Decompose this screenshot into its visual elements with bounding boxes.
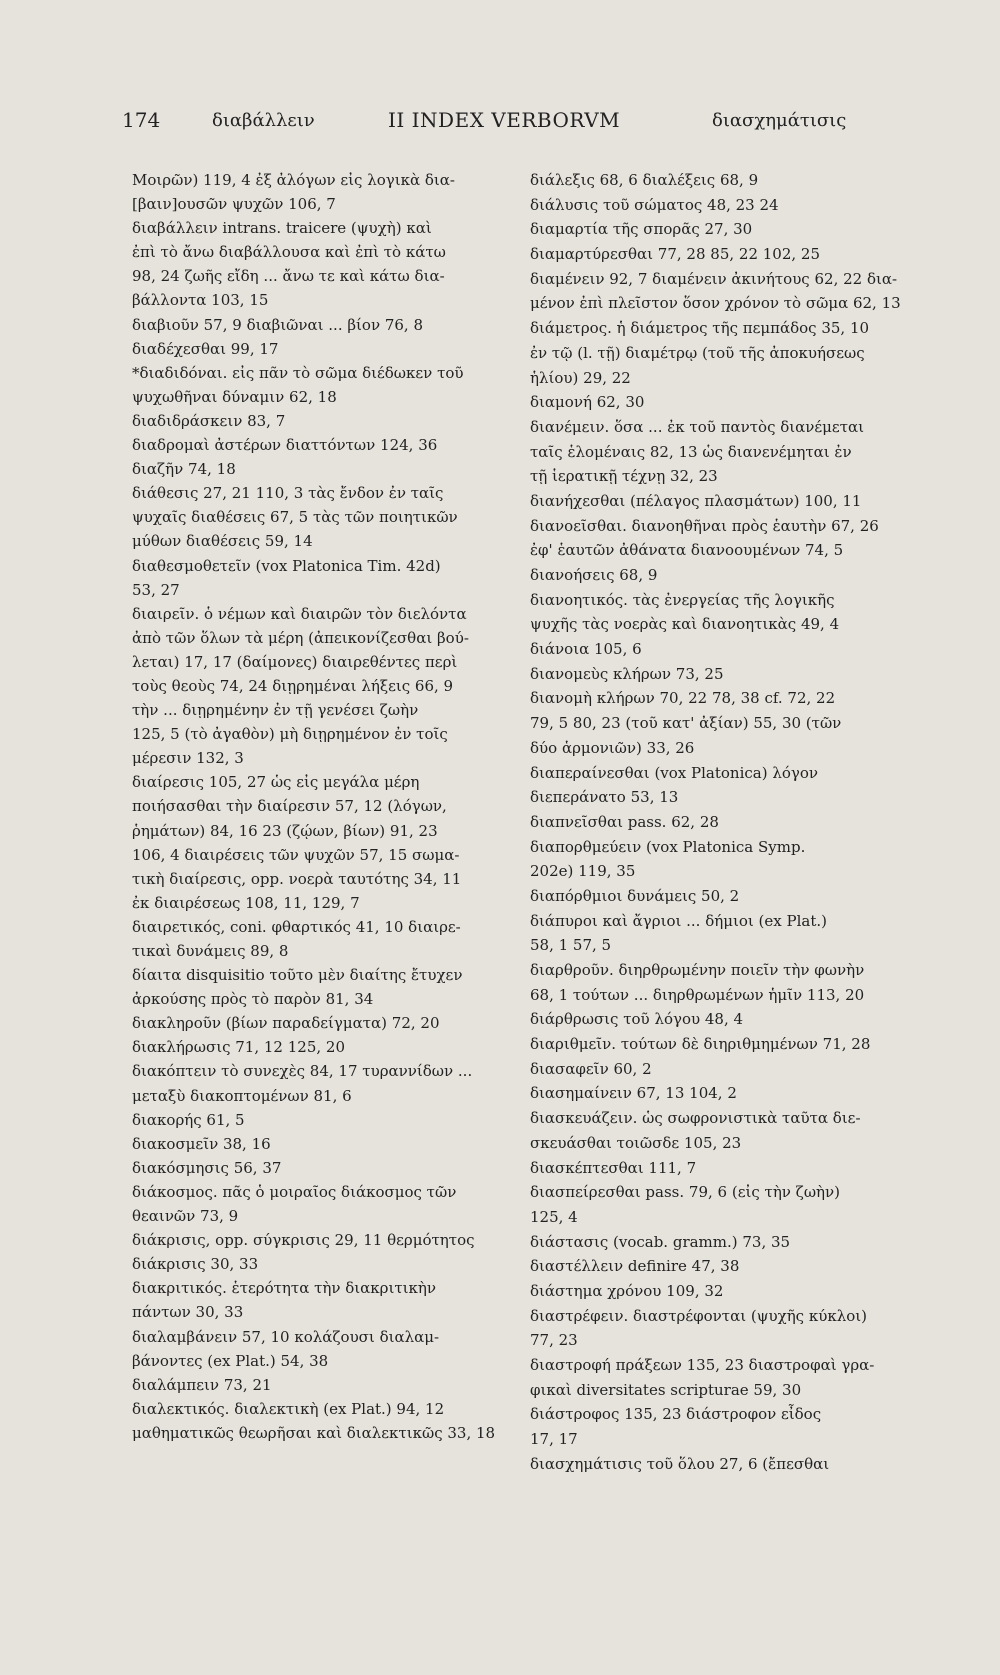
index-line: διαστέλλειν definire 47, 38 (530, 1257, 740, 1276)
index-line: διαβιοῦν 57, 9 διαβιῶναι ... βίον 76, 8 (132, 315, 423, 334)
header-title: II INDEX VERBORVM (388, 108, 621, 132)
index-line: 79, 5 80, 23 (τοῦ κατ' ἀξίαν) 55, 30 (τῶν (530, 714, 842, 733)
index-line: ἐφ' ἑαυτῶν ἀθάνατα διανοουμένων 74, 5 (530, 541, 844, 560)
index-line: Μοιρῶν) 119, 4 ἐξ ἀλόγων εἰς λογικὰ δια- (132, 171, 455, 189)
index-line: ποιήσασθαι τὴν διαίρεσιν 57, 12 (λόγων, (132, 797, 447, 816)
index-line: [βαιν]ουσῶν ψυχῶν 106, 7 (132, 195, 336, 214)
index-line: διαπεραίνεσθαι (vox Platonica) λόγον (530, 763, 818, 782)
index-line: 202e) 119, 35 (530, 862, 636, 881)
index-line: τῇ ἱερατικῇ τέχνῃ 32, 23 (530, 467, 718, 486)
index-line: διασχημάτισις τοῦ ὅλου 27, 6 (ἔπεσθαι (530, 1454, 830, 1473)
index-line: διάλεξις 68, 6 διαλέξεις 68, 9 (530, 171, 759, 189)
index-line: διαστρέφειν. διαστρέφονται (ψυχῆς κύκλοι) (530, 1306, 867, 1325)
index-line: διανήχεσθαι (πέλαγος πλασμάτων) 100, 11 (530, 491, 862, 510)
index-line: διάκρισις, opp. σύγκρισις 29, 11 θερμότητος (132, 1231, 475, 1250)
index-line: διασαφεῖν 60, 2 (530, 1059, 652, 1078)
index-line: διάστημα χρόνου 109, 32 (530, 1281, 724, 1300)
index-line: ψυχῆς τὰς νοερὰς καὶ διανοητικὰς 49, 4 (530, 615, 840, 634)
index-line: διαρθροῦν. διηρθρωμένην ποιεῖν τὴν φωνὴν (530, 961, 865, 979)
index-line: διανομεὺς κλήρων 73, 25 (530, 664, 724, 683)
index-line: διαλεκτικός. διαλεκτικὴ (ex Plat.) 94, 12 (132, 1399, 445, 1418)
index-line: διαλαμβάνειν 57, 10 κολάζουσι διαλαμ- (132, 1327, 440, 1346)
index-line: διεπεράνατο 53, 13 (530, 788, 679, 807)
index-line: διάλυσις τοῦ σώματος 48, 23 24 (530, 195, 779, 214)
index-line: τικὴ διαίρεσις, opp. νοερὰ ταυτότης 34, 11 (132, 869, 462, 888)
index-line: ῥημάτων) 84, 16 23 (ζῴων, βίων) 91, 23 (132, 821, 438, 840)
index-line: ἐπὶ τὸ ἄνω διαβάλλουσα καὶ ἐπὶ τὸ κάτω (132, 243, 446, 262)
index-line: μαθηματικῶς θεωρῆσαι καὶ διαλεκτικῶς 33, 18 (132, 1423, 496, 1442)
index-line: θεαινῶν 73, 9 (132, 1207, 239, 1226)
index-line: διανοεῖσθαι. διανοηθῆναι πρὸς ἑαυτὴν 67, 26 (530, 516, 879, 535)
index-line: βάλλοντα 103, 15 (132, 291, 269, 310)
index-line: διακοσμεῖν 38, 16 (132, 1134, 271, 1153)
index-line: διασκευάζειν. ὡς σωφρονιστικὰ ταῦτα διε- (530, 1109, 861, 1128)
index-line: 125, 5 (τὸ ἀγαθὸν) μὴ διῃρημένον ἐν τοῖς (132, 725, 448, 744)
index-line: διασημαίνειν 67, 13 104, 2 (530, 1084, 737, 1103)
index-line: δίαιτα disquisitio τοῦτο μὲν διαίτης ἔτυχεν (132, 966, 463, 985)
index-line: μεταξὺ διακοπτομένων 81, 6 (132, 1086, 352, 1105)
index-line: διανέμειν. ὅσα ... ἐκ τοῦ παντὸς διανέμεται (530, 417, 864, 436)
index-line: μέρεσιν 132, 3 (132, 749, 244, 768)
index-line: διάκρισις 30, 33 (132, 1255, 259, 1274)
index-line: 98, 24 ζωῆς εἴδη ... ἄνω τε καὶ κάτω δια- (132, 267, 445, 286)
index-line: διανοήσεις 68, 9 (530, 566, 658, 584)
index-line: τικαὶ δυνάμεις 89, 8 (132, 942, 289, 960)
index-line: ψυχωθῆναι δύναμιν 62, 18 (132, 387, 337, 406)
index-line: 53, 27 (132, 580, 180, 599)
index-line: διακορής 61, 5 (132, 1110, 245, 1129)
index-line: διάστροφος 135, 23 διάστροφον εἶδος (530, 1405, 822, 1424)
right-column (530, 168, 945, 1476)
index-line: ἐν τῷ (l. τῇ) διαμέτρῳ (τοῦ τῆς ἀποκυήσεως (530, 343, 865, 362)
index-line: διαλάμπειν 73, 21 (132, 1375, 272, 1394)
index-line: διαπόρθμιοι δυνάμεις 50, 2 (530, 886, 740, 905)
index-line: διαπνεῖσθαι pass. 62, 28 (530, 812, 719, 831)
index-line: ἡλίου) 29, 22 (530, 368, 631, 387)
index-line: ἐκ διαιρέσεως 108, 11, 129, 7 (132, 893, 360, 912)
index-line: *διαδιδόναι. εἰς πᾶν τὸ σῶμα διέδωκεν τοῦ (132, 363, 464, 382)
header-last-headword: διασχημάτισις (712, 110, 847, 131)
index-line: διάνοια 105, 6 (530, 640, 642, 659)
index-line: διακόσμησις 56, 37 (132, 1158, 282, 1177)
left-column (132, 168, 542, 1445)
index-line: διάπυροι καὶ ἄγριοι ... δήμιοι (ex Plat.) (530, 911, 827, 930)
index-line: διαμένειν 92, 7 διαμένειν ἀκινήτους 62, 22 δια- (530, 269, 898, 288)
index-line: διακλήρωσις 71, 12 125, 20 (132, 1038, 345, 1057)
index-line: διαδέχεσθαι 99, 17 (132, 339, 279, 358)
index-line: διασκέπτεσθαι 111, 7 (530, 1158, 697, 1177)
index-line: ἀρκούσης πρὸς τὸ παρὸν 81, 34 (132, 990, 374, 1009)
index-line: διαζῆν 74, 18 (132, 460, 236, 479)
index-line: 68, 1 τούτων ... διηρθρωμένων ἡμῖν 113, 20 (530, 985, 865, 1004)
index-line: 77, 23 (530, 1331, 578, 1350)
running-header (0, 108, 1000, 142)
page-number: 174 (122, 108, 161, 132)
index-line: διάμετρος. ἡ διάμετρος τῆς πεμπάδος 35, 10 (530, 319, 870, 338)
index-line: μένον ἐπὶ πλεῖστον ὅσον χρόνον τὸ σῶμα 62, 13 (530, 294, 901, 313)
index-line: διαθεσμοθετεῖν (vox Platonica Tim. 42d) (132, 556, 441, 575)
index-line: δύο ἁρμονιῶν) 33, 26 (530, 738, 695, 757)
index-line: διάστασις (vocab. gramm.) 73, 35 (530, 1232, 791, 1251)
index-line: ἀπὸ τῶν ὅλων τὰ μέρη (ἀπεικονίζεσθαι βού- (132, 628, 469, 647)
index-line: διαδιδράσκειν 83, 7 (132, 411, 286, 430)
index-line: διαπορθμεύειν (vox Platonica Symp. (530, 837, 806, 856)
index-line: τοὺς θεοὺς 74, 24 διῃρημέναι λήξεις 66, 9 (132, 676, 454, 695)
index-line: διαιρεῖν. ὁ νέμων καὶ διαιρῶν τὸν διελόντα (132, 604, 467, 623)
index-line: διαμονή 62, 30 (530, 393, 645, 412)
index-line: ταῖς ἑλομέναις 82, 13 ὡς διανενέμηται ἐν (530, 442, 852, 461)
index-line: διαιρετικός, coni. φθαρτικός 41, 10 διαιρε- (132, 917, 461, 936)
index-line: διαβάλλειν intrans. traicere (ψυχὴ) καὶ (132, 219, 432, 238)
index-line: διασπείρεσθαι pass. 79, 6 (εἰς τὴν ζωὴν) (530, 1183, 841, 1202)
index-line: διαστροφή πράξεων 135, 23 διαστροφαὶ γρα- (530, 1356, 875, 1374)
index-line: διάκοσμος. πᾶς ὁ μοιραῖος διάκοσμος τῶν (132, 1182, 457, 1201)
index-line: διαμαρτία τῆς σπορᾶς 27, 30 (530, 220, 753, 239)
index-line: ψυχαῖς διαθέσεις 67, 5 τὰς τῶν ποιητικῶν (132, 508, 458, 527)
index-line: βάνοντες (ex Plat.) 54, 38 (132, 1351, 329, 1370)
index-line: 58, 1 57, 5 (530, 936, 612, 955)
index-line: διακόπτειν τὸ συνεχὲς 84, 17 τυραννίδων ... (132, 1062, 473, 1081)
index-line: διαμαρτύρεσθαι 77, 28 85, 22 102, 25 (530, 245, 821, 264)
index-line: τὴν ... διῃρημένην ἐν τῇ γενέσει ζωὴν (132, 701, 419, 720)
index-line: διαριθμεῖν. τούτων δὲ διηριθμημένων 71, 28 (530, 1035, 871, 1054)
index-line: λεται) 17, 17 (δαίμονες) διαιρεθέντες περὶ (132, 652, 458, 671)
index-line: διανοητικός. τὰς ἐνεργείας τῆς λογικῆς (530, 590, 835, 609)
index-line: διάρθρωσις τοῦ λόγου 48, 4 (530, 1010, 744, 1029)
index-line: διανομὴ κλήρων 70, 22 78, 38 cf. 72, 22 (530, 689, 836, 708)
index-line: 125, 4 (530, 1207, 578, 1226)
index-line: σκευάσθαι τοιῶσδε 105, 23 (530, 1133, 742, 1152)
index-line: διακληροῦν (βίων παραδείγματα) 72, 20 (132, 1014, 440, 1033)
index-line: μύθων διαθέσεις 59, 14 (132, 532, 313, 551)
index-line: φικαὶ diversitates scripturae 59, 30 (530, 1380, 802, 1399)
index-line: πάντων 30, 33 (132, 1303, 244, 1322)
index-line: 17, 17 (530, 1430, 578, 1449)
header-first-headword: διαβάλλειν (212, 110, 315, 131)
index-line: διαδρομαὶ ἀστέρων διαττόντων 124, 36 (132, 436, 438, 455)
index-line: διάθεσις 27, 21 110, 3 τὰς ἔνδον ἐν ταῖς (132, 484, 444, 503)
index-line: 106, 4 διαιρέσεις τῶν ψυχῶν 57, 15 σωμα- (132, 845, 460, 864)
index-line: διακριτικός. ἑτερότητα τὴν διακριτικὴν (132, 1279, 437, 1298)
index-line: διαίρεσις 105, 27 ὡς εἰς μεγάλα μέρη (132, 773, 420, 792)
